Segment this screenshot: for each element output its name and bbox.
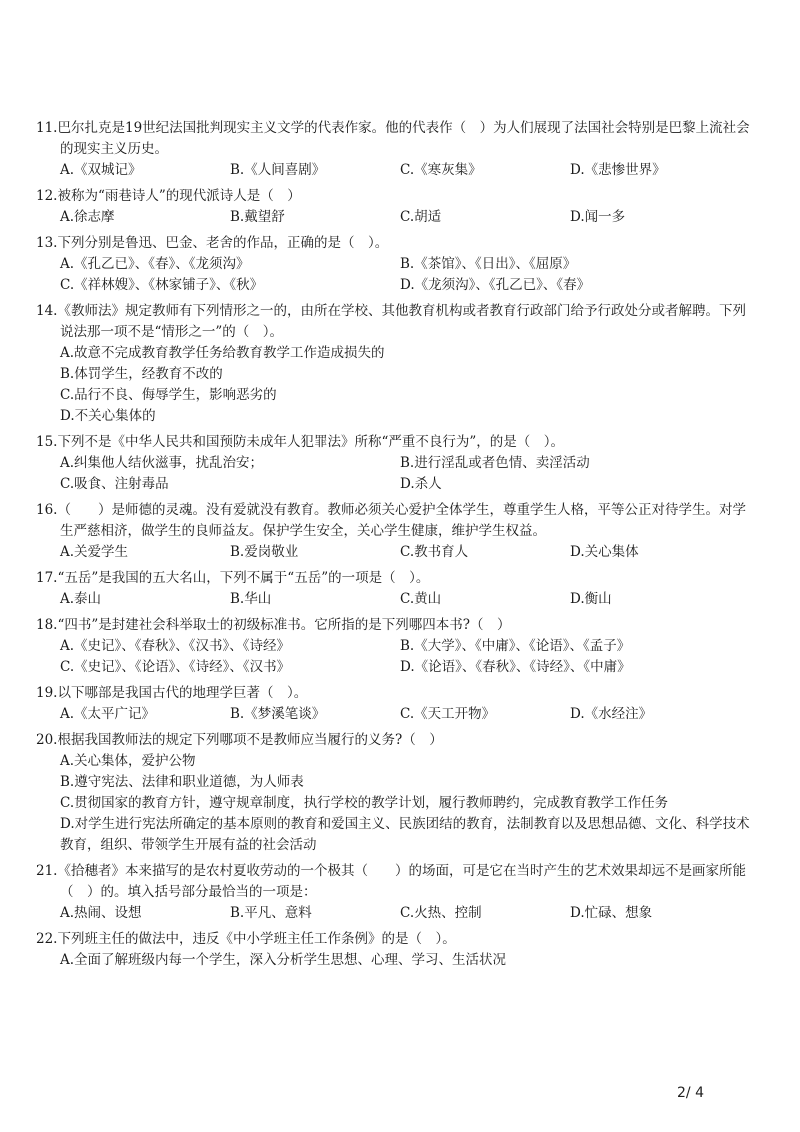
question-number: 19. bbox=[36, 685, 58, 701]
question-number: 17. bbox=[36, 570, 58, 586]
option-d: D.《悲惨世界》 bbox=[570, 162, 666, 178]
option-c: C.胡适 bbox=[400, 209, 442, 225]
question-14 bbox=[36, 301, 756, 427]
question-number: 21. bbox=[36, 863, 58, 879]
question-text: 根据我国教师法的规定下列哪项不是教师应当履行的义务?（ ） bbox=[57, 732, 443, 748]
option-c: C.教书育人 bbox=[400, 544, 469, 560]
option-a: A.《双城记》 bbox=[60, 162, 142, 178]
options bbox=[36, 343, 756, 427]
question-stem bbox=[36, 186, 756, 207]
option-b: B.爱岗敬业 bbox=[230, 544, 299, 560]
option-a: A.关心集体，爱护公物 bbox=[60, 753, 196, 769]
option-a: A.热闹、设想 bbox=[60, 905, 142, 921]
question-text: 以下哪部是我国古代的地理学巨著（ ）。 bbox=[57, 685, 308, 701]
option-a: A.泰山 bbox=[60, 591, 102, 607]
options bbox=[36, 636, 756, 678]
option-a: A.《太平广记》 bbox=[60, 706, 156, 722]
question-number: 15. bbox=[36, 434, 58, 450]
option-a: A.故意不完成教育教学任务给教育教学工作造成损失的 bbox=[60, 345, 385, 361]
question-number: 22. bbox=[36, 931, 58, 947]
question-number: 16. bbox=[36, 502, 58, 518]
question-22 bbox=[36, 929, 756, 971]
question-number: 13. bbox=[36, 235, 58, 251]
question-number: 20. bbox=[36, 732, 58, 748]
question-text: “五岳”是我国的五大名山，下列不属于“五岳”的一项是（ ）。 bbox=[57, 570, 430, 586]
option-d: D.杀人 bbox=[400, 476, 442, 492]
option-c: C.火热、控制 bbox=[400, 905, 482, 921]
option-c: C.《史记》、《论语》、《诗经》、《汉书》 bbox=[60, 659, 291, 675]
question-16 bbox=[36, 500, 756, 563]
options bbox=[36, 254, 756, 296]
option-a: A.《史记》、《春秋》、《汉书》、《诗经》 bbox=[60, 638, 291, 654]
question-11 bbox=[36, 118, 756, 181]
option-b: B.戴望舒 bbox=[230, 209, 285, 225]
question-stem bbox=[36, 861, 756, 903]
option-b: B.进行淫乱或者色情、卖淫活动 bbox=[400, 455, 590, 471]
question-stem bbox=[36, 233, 756, 254]
option-a: A.徐志摩 bbox=[60, 209, 115, 225]
question-13 bbox=[36, 233, 756, 296]
option-d: D.《水经注》 bbox=[570, 706, 653, 722]
option-c: C.品行不良、侮辱学生，影响恶劣的 bbox=[60, 387, 277, 403]
question-number: 14. bbox=[36, 303, 58, 319]
option-b: B.平凡、意料 bbox=[230, 905, 312, 921]
option-c: C.黄山 bbox=[400, 591, 442, 607]
option-a: A.纠集他人结伙滋事，扰乱治安； bbox=[60, 455, 264, 471]
question-text: 巴尔扎克是19世纪法国批判现实主义文学的代表作家。他的代表作（ ）为人们展现了法国社会特别是巴黎上流社会的现实主义历史。 bbox=[57, 120, 750, 157]
question-list bbox=[36, 118, 756, 976]
question-12 bbox=[36, 186, 756, 228]
option-b: B.《梦溪笔谈》 bbox=[230, 706, 326, 722]
question-stem bbox=[36, 683, 756, 704]
page-number: 2/ 4 bbox=[677, 1085, 704, 1101]
question-17 bbox=[36, 568, 756, 610]
options bbox=[36, 207, 756, 228]
question-stem bbox=[36, 301, 756, 343]
options bbox=[36, 542, 756, 563]
option-a: A.全面了解班级内每一个学生，深入分析学生思想、心理、学习、生活状况 bbox=[60, 952, 507, 968]
option-b: B.《大学》、《中庸》、《论语》、《孟子》 bbox=[400, 638, 631, 654]
option-b: B.遵守宪法、法律和职业道德，为人师表 bbox=[60, 774, 304, 790]
option-d: D.对学生进行宪法所确定的基本原则的教育和爱国主义、民族团结的教育，法制教育以及思想品德、文化、科学技术教育，组织、带领学生开展有益的社会活动 bbox=[60, 816, 750, 853]
options bbox=[36, 704, 756, 725]
question-stem bbox=[36, 929, 756, 950]
options bbox=[36, 453, 756, 495]
option-d: D.《龙须沟》、《孔乙已》、《春》 bbox=[400, 277, 591, 293]
options bbox=[36, 160, 756, 181]
question-text: （ ）是师德的灵魂。没有爱就没有教育。教师必须关心爱护全体学生，尊重学生人格，平等公正对待学生。对学生严慈相济，做学生的良师益友。保护学生安全，关心学生健康，维护学生权益。 bbox=[57, 502, 746, 539]
question-stem bbox=[36, 432, 756, 453]
options bbox=[36, 751, 756, 856]
question-19 bbox=[36, 683, 756, 725]
option-d: D.闻一多 bbox=[570, 209, 626, 225]
question-stem bbox=[36, 730, 756, 751]
options bbox=[36, 950, 756, 971]
options bbox=[36, 903, 756, 924]
question-stem bbox=[36, 118, 756, 160]
option-d: D.不关心集体的 bbox=[60, 408, 156, 424]
question-text: 下列不是《中华人民共和国预防未成年人犯罪法》所称“严重不良行为”，的是（ ）。 bbox=[57, 434, 565, 450]
question-20 bbox=[36, 730, 756, 856]
question-text: 下列班主任的做法中，违反《中小学班主任工作条例》的是（ ）。 bbox=[57, 931, 456, 947]
option-d: D.《论语》、《春秋》、《诗经》、《中庸》 bbox=[400, 659, 631, 675]
option-c: C.《寒灰集》 bbox=[400, 162, 482, 178]
question-stem bbox=[36, 500, 756, 542]
option-c: C.《天工开物》 bbox=[400, 706, 496, 722]
option-b: B.华山 bbox=[230, 591, 272, 607]
option-c: C.《祥林嫂》、《林家铺子》、《秋》 bbox=[60, 277, 264, 293]
option-c: C.吸食、注射毒品 bbox=[60, 476, 169, 492]
option-b: B.《人间喜剧》 bbox=[230, 162, 326, 178]
question-stem bbox=[36, 568, 756, 589]
question-stem bbox=[36, 615, 756, 636]
question-number: 12. bbox=[36, 188, 58, 204]
options bbox=[36, 589, 756, 610]
question-number: 18. bbox=[36, 617, 58, 633]
option-a: A.关爱学生 bbox=[60, 544, 129, 560]
option-c: C.贯彻国家的教育方针，遵守规章制度，执行学校的教学计划，履行教师聘约，完成教育教学工作任务 bbox=[60, 795, 669, 811]
question-text: 下列分别是鲁迅、巴金、老舍的作品，正确的是（ ）。 bbox=[57, 235, 389, 251]
option-d: D.忙碌、想象 bbox=[570, 905, 653, 921]
question-15 bbox=[36, 432, 756, 495]
question-text: 被称为“雨巷诗人”的现代派诗人是（ ） bbox=[57, 188, 301, 204]
option-a: A.《孔乙已》、《春》、《龙须沟》 bbox=[60, 256, 250, 272]
question-text: 《拾穗者》本来描写的是农村夏收劳动的一个极其（ ）的场面，可是它在当时产生的艺术效果却远不是画家所能（ ）的。填入括号部分最恰当的一项是： bbox=[57, 863, 746, 900]
question-text: 《教师法》规定教师有下列情形之一的，由所在学校、其他教育机构或者教育行政部门给予行政处分或者解聘。下列说法那一项不是“情形之一”的（ ）。 bbox=[57, 303, 746, 340]
option-b: B.《茶馆》、《日出》、《屈原》 bbox=[400, 256, 577, 272]
question-text: “四书”是封建社会科举取士的初级标准书。它所指的是下列哪四本书?（ ） bbox=[57, 617, 511, 633]
option-d: D.衡山 bbox=[570, 591, 612, 607]
question-21 bbox=[36, 861, 756, 924]
option-b: B.体罚学生，经教育不改的 bbox=[60, 366, 223, 382]
question-18 bbox=[36, 615, 756, 678]
question-number: 11. bbox=[36, 120, 58, 136]
option-d: D.关心集体 bbox=[570, 544, 639, 560]
